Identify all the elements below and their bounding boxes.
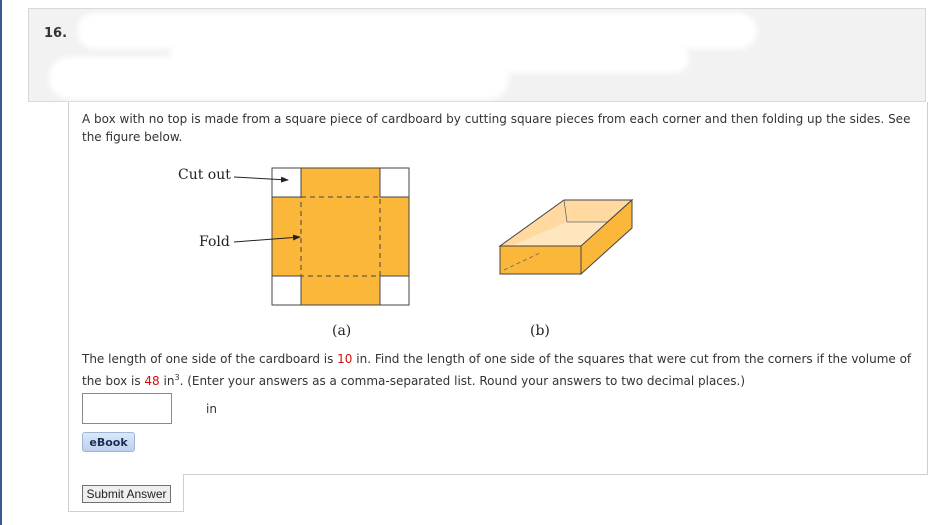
question-intro: A box with no top is made from a square piece of cardboard by cutting square pieces from each corner and then folding up the sides. See the figure below. bbox=[82, 112, 911, 144]
answer-unit: in bbox=[206, 402, 217, 416]
cut-out-label: Cut out bbox=[178, 167, 231, 183]
cut-corner-top-left bbox=[272, 168, 301, 197]
cut-corner-bottom-left bbox=[272, 276, 301, 305]
figure-drawing bbox=[170, 160, 650, 345]
question-prompt-line-1: The length of one side of the cardboard is 10 in. Find the length of one side of the squares that were cut from the corners if the volume of bbox=[82, 352, 912, 366]
redacted-region bbox=[49, 57, 509, 99]
volume-value: 48 bbox=[144, 374, 160, 388]
fold-label: Fold bbox=[199, 234, 230, 250]
caption-a: (a) bbox=[332, 323, 352, 339]
submit-answer-button[interactable]: Submit Answer bbox=[82, 485, 171, 503]
cut-corner-top-right bbox=[380, 168, 409, 197]
ebook-button[interactable]: eBook bbox=[82, 432, 135, 452]
question-header bbox=[28, 8, 926, 102]
box-front-side bbox=[500, 246, 581, 274]
left-edge-rule bbox=[0, 0, 2, 525]
answer-input[interactable] bbox=[82, 393, 172, 424]
caption-b: (b) bbox=[530, 323, 550, 339]
cut-corner-bottom-right bbox=[380, 276, 409, 305]
question-number: 16. bbox=[44, 26, 68, 41]
box-figure bbox=[170, 160, 650, 345]
question-prompt-line-2: the box is 48 $in^3$. (Enter your answers as a comma-separated list. Round your answers to two decimal places.) bbox=[82, 373, 746, 388]
side-length-value: 10 bbox=[337, 352, 353, 366]
